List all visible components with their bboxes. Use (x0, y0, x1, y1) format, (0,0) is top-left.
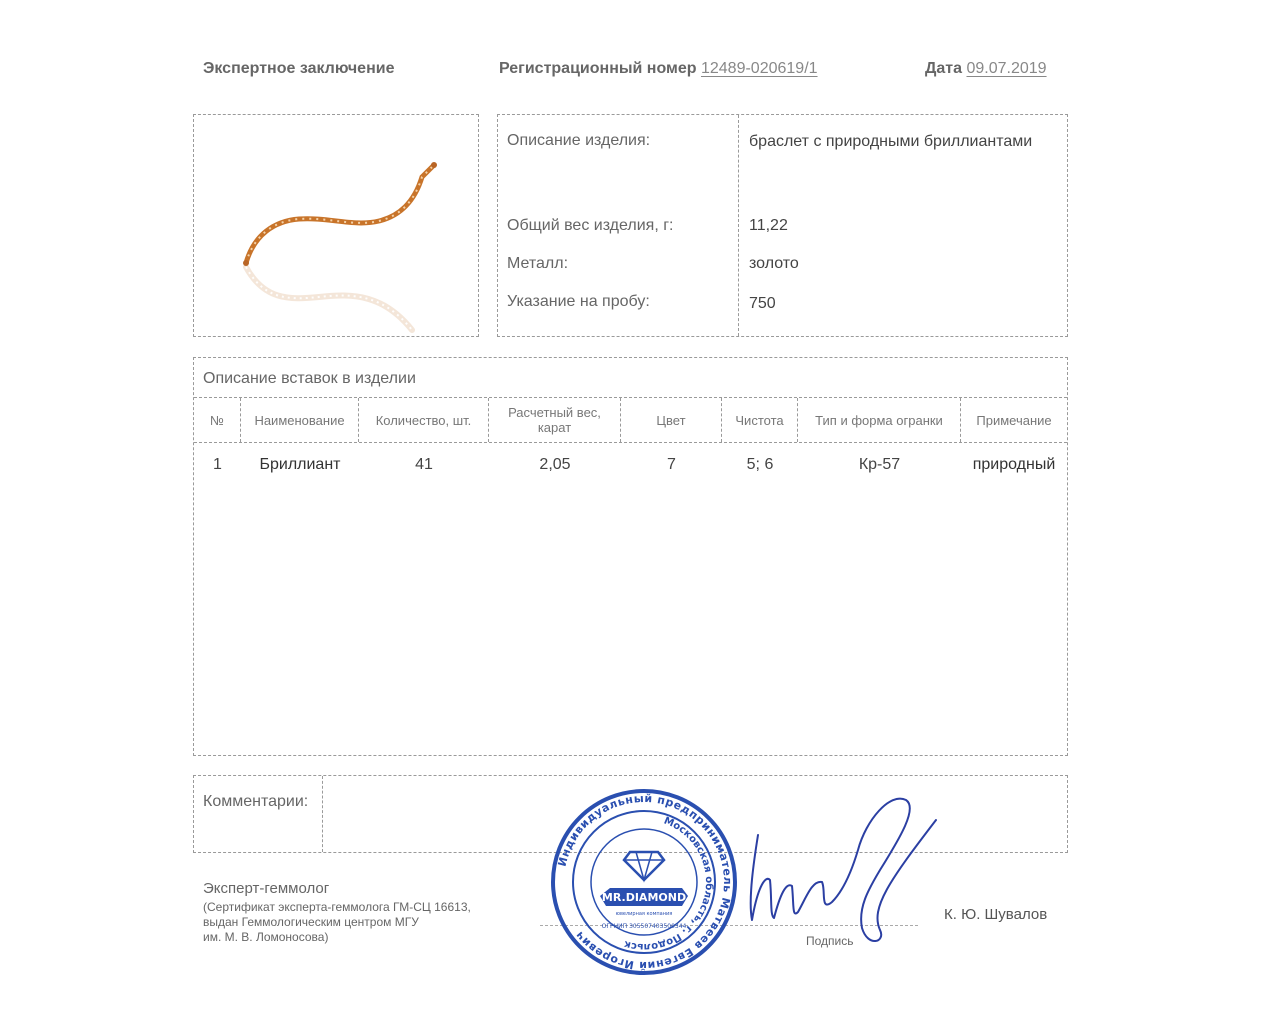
cell-clarity: 5; 6 (746, 456, 774, 473)
handwritten-signature (740, 790, 940, 950)
column-divider (322, 776, 323, 852)
item-description-panel (497, 114, 1068, 337)
cell-color: 7 (667, 456, 676, 473)
metal-value: золото (749, 255, 799, 272)
expert-title: Эксперт-геммолог (203, 880, 330, 897)
date-label: Дата (925, 60, 963, 77)
col-header-quantity: Количество, шт. (359, 398, 489, 442)
cell-cut: Кр-57 (858, 456, 901, 473)
registration-label: Регистрационный номер (499, 60, 697, 77)
col-header-name: Наименование (241, 398, 359, 442)
date-value: 09.07.2019 (966, 60, 1047, 77)
cell-quantity: 41 (415, 456, 433, 473)
registration-value: 12489-020619/1 (700, 60, 818, 77)
cell-name: Бриллиант (259, 456, 341, 473)
expert-note-line: выдан Геммологическим центром МГУ (203, 915, 419, 929)
col-header-weight: Расчетный вес, карат (489, 398, 621, 442)
probe-value: 750 (749, 295, 776, 312)
registration-number (499, 60, 818, 78)
col-header-color: Цвет (621, 398, 722, 442)
company-stamp (550, 788, 738, 976)
inserts-table (193, 357, 1068, 756)
weight-value: 11,22 (749, 217, 788, 234)
description-value: браслет с природными бриллиантами (749, 133, 1033, 150)
document-date (925, 60, 1047, 78)
col-header-cut: Тип и форма огранки (798, 398, 961, 442)
probe-label: Указание на пробу: (507, 293, 650, 310)
svg-text:ювелирная компания: ювелирная компания (615, 911, 673, 917)
metal-label: Металл: (507, 255, 569, 272)
inserts-table-header (194, 397, 1067, 443)
weight-label: Общий вес изделия, г: (507, 217, 674, 234)
bracelet-image (194, 115, 480, 338)
cell-weight: 2,05 (539, 456, 571, 473)
svg-text:Московская область, г. Подольс: Московская область, г. Подольск (622, 815, 715, 953)
col-header-number: № (194, 398, 241, 442)
col-header-note: Примечание (976, 412, 1052, 428)
col-header-clarity: Чистота (722, 398, 798, 442)
inserts-title: Описание вставок в изделии (203, 370, 416, 387)
expert-note-line: им. М. В. Ломоносова) (203, 930, 329, 944)
document-title: Экспертное заключение (203, 60, 395, 77)
cell-number: 1 (213, 456, 222, 473)
signature-label: Подпись (806, 934, 854, 948)
cell-note: природный (972, 456, 1056, 473)
svg-text:Индивидуальный предприниматель: Индивидуальный предприниматель Матвеев Евгений Игоревич (555, 791, 735, 973)
expert-name: К. Ю. Шувалов (944, 906, 1048, 923)
expert-note-line: (Сертификат эксперта-геммолога ГМ-СЦ 16613, (203, 900, 471, 914)
description-label: Описание изделия: (507, 132, 651, 149)
column-divider (738, 115, 739, 336)
comments-label: Комментарии: (203, 793, 309, 810)
product-photo-frame (193, 114, 479, 337)
svg-text:MR.DIAMOND: MR.DIAMOND (601, 891, 687, 904)
svg-text:ОГРНИП 305507403500344: ОГРНИП 305507403500344 (601, 923, 687, 930)
